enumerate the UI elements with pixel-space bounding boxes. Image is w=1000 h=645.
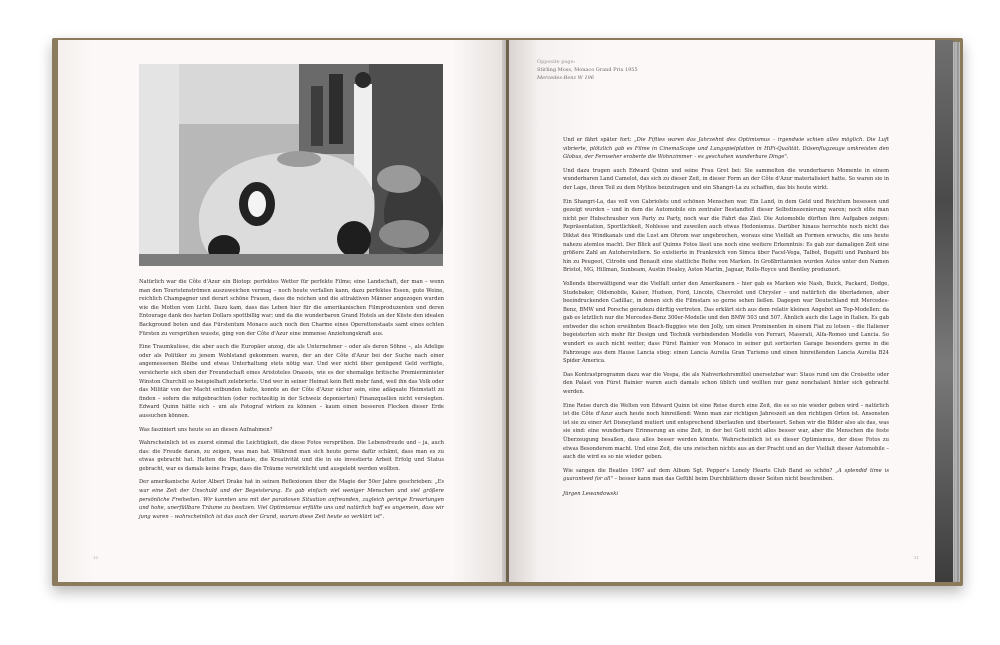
quote-paragraph [139,478,444,521]
page-number-right: 11 [913,555,919,560]
paragraph: Wahrscheinlich ist es zuerst einmal die Leichtigkeit, die diese Fotos versprühen. Die Lebensfreude und – ja, auch das: die Freude daran, zu zeigen, was man hat. Während man sich heute gerne dafür schämt, dass man es zu etwas gebracht hat. Hatten die Phantasie, die Kreativität und die in sie investierte Arbeit Erfolg und Status gebracht, war es damals keine Frage, dass die Träume verwirklicht und ausgelebt werden wollten. [139,440,444,472]
paragraph: Eine Traumkulisse, die aber auch die Europäer anzog, die als Unternehmer – oder als deren Söhne –, als Adelige oder als Politiker zu jenem Wohlstand gekommen waren, der an der Côte d'Azur bei der Suche nach einer angemessenen Bleibe und etwas Unterhaltung stets nötig war. Und wer nicht über genügend Geld verfügte, versicherte sich eben der Freundschaft eines Aristoteles Onassis, wie es der ehemalige britische Premierminister Winston Churchill so beispielhaft zelebrierte. Und wer in seiner Heimat kein Bett mehr fand, weil ihn das Volk oder das Militär von der Macht entbunden hatte, konnte an der Côte d'Azur sicher sein, eine adäquate Heimstatt zu finden – sofern die mitgebrachten (oder rechtzeitig in der Schweiz deponierten) Finanzquellen nicht versiegten. Edward Quinn hätte sich – um als Fotograf wirken zu können – kaum einen besseren Flecken dieser Erde aussuchen können. [139,344,444,419]
right-page-body [563,136,889,504]
intro-paragraph [563,136,889,162]
next-page-photo-edge [935,40,953,582]
paragraph: Eine Reise durch die Welten von Edward Quinn ist eine Reise durch eine Zeit, die es so nie wieder geben wird – natürlich ist die Côte d'Azur auch heute noch hinreißend: Wenn man zur richtigen Jahreszeit an den richtigen Orten ist. Ansonsten ist sie zu einer Art Disneyland mutiert und entsprechend überlaufen und überteuert. Sehen wir die Bilder also als das, was sie sind: eine wunderbare Erinnerung an eine Zeit, in der bei Gott nicht alles besser war, aber die Menschen die feste Überzeugung besaßen, dass alles besser werden könnte. Wahrscheinlich ist es dieser Optimismus, der diese Fotos zu etwas Besonderem macht. Und eine Zeit, die uns zwischen nichts aus an der Pracht und an der Vielfalt dieser Automobile – auch die wird es so nie wieder geben. [563,402,889,461]
paragraph: Ein Shangri-La, das voll von Cabriolets und schönen Menschen war. Ein Land, in dem Geld und Reichtum besessen und gezeigt wurden – und in dem die Automobile ein zentraler Bestandteil dieser Selbstinszenierung waren; noch elite man nicht per Hubschrauber von Party zu Party, noch war die Fahrt das Ziel. Die Automobile dürften ihre Aufgaben zeigen: Repräsentation, Sportlichkeit, Noblesse und zuweilen auch etwas Hedonismus. Darüber hinaus herrschte noch nicht das Diktat des Windkanals und die Lust am Ohrom war ungebrochen, woraus eine Vielfalt an Formen erwuchs, die uns heute nahezu atemlos macht. Der Blick auf Quinns Fotos lässt uns noch eine weitere Erkenntnis: Es gab zur damaligen Zeit eine größere Zahl an Autoherstellern. So existierte in Frankreich von Simca über Facel-Vega, Talbot, Bugatti und Panhard bis hin zu Peugeot, Citroën und Renault eine stattliche Reihe von Marken. In Großbritannien wurden Autos unter den Namen Bristol, MG, Hillman, Sunbeam, Austin Healey, Aston Martin, Jaguar, Rolls-Royce und Bentley produziert. [563,198,889,274]
left-page [58,40,506,582]
paragraph: Was fasziniert uns heute so an diesen Aufnahmen? [139,426,273,433]
paragraph: Das Kontrastprogramm dazu war die Vespa, die als Nahverkehrsmittel unersetzbar war: Staus rund um die Croisette oder den Palast von Fürst Rainier waren auch damals schon üblich und wollten nur ganz nonchalant hinter sich gebracht werden. [563,371,889,396]
author-line [563,490,889,499]
closing-paragraph [563,467,889,484]
caption-label: Opposite page: [537,59,576,65]
intro-text: Und er fährt später fort: [563,137,634,143]
racing-photo [139,64,443,266]
intro-quote: „Die Fifties waren das Jahrzehnt des Optimismus – irgendwie schien alles möglich. Die Luft vibrierte, plötzlich gab es Filme in CinemaScope und Langspielplatten in HiFi-Qualität. Düsenflugzeuge umkreisten den Globus, der Fernseher eroberte die Wohnzimmer – es geschahen wunderbare Dinge". [563,137,890,161]
paragraph: Natürlich war die Côte d'Azur ein Biotop: perfektes Wetter für perfekte Filme; eine Landschaft, der man – wenn man den Touristenströmen auszuweichen vermag – noch heute verfallen kann, dazu perfektes Essen, gute Weine, reichlich Champagner und derart schöne Frauen, dass die reichen und die attraktiven Männer angezogen wurden wie die Motten vom Licht. Dazu kam, dass das Leben hier für die amerikanischen Filmproduzenten und deren Entourage dank des harten Dollars spottbillig war; und da die wunderbaren Grand Hotels an der Küste den idealen Background boten und das Fürstentum Monaco auch noch den Charme eines Operettenstaats samt eines echten Fürsten zu versprühen wusste, ging von der Côte d'Azur eine immense Anziehungskraft aus. [139,279,444,337]
closing-tail: – besser kann man das Gefühl beim Durchblättern dieser Seiten nicht beschreiben. [612,476,834,483]
right-page [509,40,935,582]
left-page-body [139,278,444,526]
closing-text: Wie sangen die Beatles 1967 auf dem Album Sgt. Pepper's Lonely Hearts Club Band so schön? [563,467,836,474]
caption-car: Mercedes-Benz W 196 [537,75,594,81]
drake-quote: „Es war eine Zeit der Unschuld und der Begeisterung. Es gab einfach viel weniger Menschen und viel größere persönliche Freiheiten. Wir kannten uns mit der paradoxen Situation anfreunden, zugleich geringe Erwartungen und hohe, unerfüllbare Träume zu besitzen. Viel Optimismus erfüllte uns und natürlich hoff es ungemein, dass wir jung waren – wahrscheinlich ist das auch der Grund, warum diese Zeit heute so verklärt ist". [139,479,444,520]
quote-intro: Der amerikanische Autor Albert Drake hat in seinen Reflexionen über die Magie der 50er Jahre geschrieben: [139,479,435,486]
closing-quote: „A splendid time is guaranteed for all" [563,467,889,483]
paragraph: Vollends überwältigend war die Vielfalt unter den Amerikanern – hier gab es Marken wie Nash, Buick, Packard, Dodge, Studebaker, Oldsmobile, Kaiser, Hudson, Ford, Lincoln, Chevrolet und Chrysler – und natürlich die überladenen, aber beeindruckenden Cadillac, in denen sich die Filmstars so gerne sehen ließen. Dagegen war Deutschland mit Mercedes-Benz, BMW und Porsche geradezu dürftig vertreten. Das erklärt sich aus dem relativ kleinen Angebot an Top-Modellen: da gab es letztlich nur die Mercedes-Benz 300er-Modelle und den BMW 503 und 507. Ähnlich auch die Lage in Italien. Es gab entweder die schon erwähnten Beach-Buggies wie den Jolly, um einen Prominenten in einem Fiat zu lotsen – die Italiener begeisterten sich mehr für Design und Technik verbindenden Modelle von Ferrari, Maserati, Alfa-Romeo und Lancia. So wundert es auch nicht weiter, dass Fürst Rainier von Monaco in seiner gut sortierten Garage besonders gerne in die Fahrzeuge aus dem Hause Lancia stieg: einen Lancia Aurelia Gran Turismo und einen hinreißenden Lancia Aurelia B24 Spider America. [563,280,889,365]
race-car-photo-illustration [139,64,443,266]
page-number-left: 10 [93,555,99,560]
author-name: Jürgen Lewandowski [563,490,619,497]
paragraph: Und dazu trugen auch Edward Quinn und seine Frau Gret bei: Sie sammelten die wunderbaren Momente in einem wunderbaren Land Camelot, das sich zu dieser Zeit, in dieser Form an der Côte d'Azur materialisiert hatte. So waren sie in der Lage, ihren Teil zu dem Mythos beizutragen und ein Shangri-La zu schaffen, das bis heute wirkt. [563,167,889,191]
caption-title: Stirling Moss, Monaco Grand Prix 1955 [537,67,638,73]
photo-caption [537,58,638,82]
